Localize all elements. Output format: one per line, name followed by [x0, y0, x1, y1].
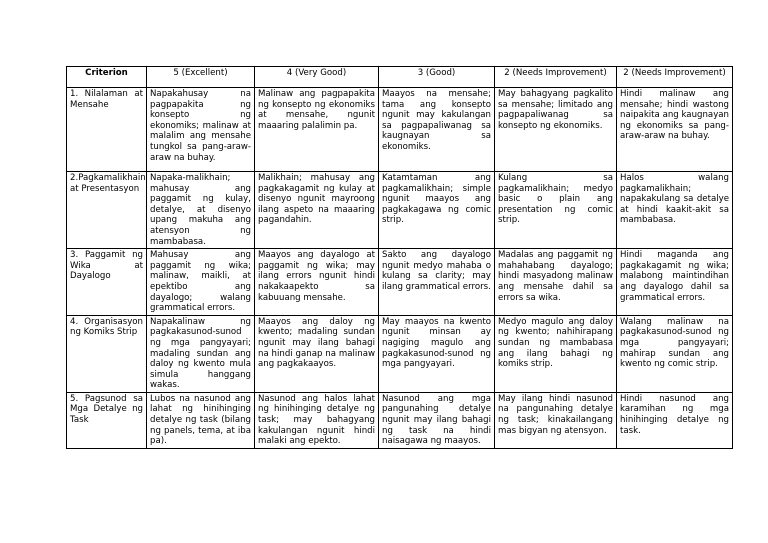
- header-row: [67, 67, 733, 88]
- rating-cell: Katamtaman ang pagkamalikhain; simple ngunit maayos ang pagkakagawa ng comic strip.: [379, 172, 495, 249]
- rating-cell: Napakahusay na pagpapakita ng konsepto ng ekonomiks; malinaw at malalim ang mensahe tungkol sa pang-araw-araw na buhay.: [147, 88, 255, 172]
- rating-cell: May ilang hindi nasunod na pangunahing detalye ng task; kinakailangang mas bigyan ng atensyon.: [495, 392, 617, 448]
- rating-cell: Lubos na nasunod ang lahat ng hinihinging detalye ng task (bilang ng panels, tema, at iba pa).: [147, 392, 255, 448]
- table-row: [67, 392, 733, 448]
- rating-cell: Sakto ang dayalogo ngunit medyo mahaba o kulang sa clarity; may ilang grammatical errors.: [379, 249, 495, 316]
- rating-cell: Kulang sa pagkamalikhain; medyo basic o plain ang presentation ng comic strip.: [495, 172, 617, 249]
- rating-cell: Maayos ang dayalogo at paggamit ng wika; may ilang errors ngunit hindi nakakaapekto sa kabuuang mensahe.: [255, 249, 379, 316]
- criterion-cell: 4. Organisasyon ng Komiks Strip: [67, 315, 147, 392]
- table-row: [67, 249, 733, 316]
- table-row: [67, 315, 733, 392]
- header-needs-improvement: 2 (Needs Improvement): [495, 67, 617, 88]
- rating-cell: May bahagyang pagkalito sa mensahe; limitado ang pagpapaliwanag sa konsepto ng ekonomiks.: [495, 88, 617, 172]
- rating-cell: Malinaw ang pagpapakita ng konsepto ng ekonomiks at mensahe, ngunit maaaring palalimin pa.: [255, 88, 379, 172]
- rating-cell: Mahusay ang paggamit ng wika; malinaw, maikli, at epektibo ang dayalogo; walang grammatical errors.: [147, 249, 255, 316]
- rating-cell: Hindi nasunod ang karamihan ng mga hinihinging detalye ng task.: [617, 392, 733, 448]
- table-row: [67, 88, 733, 172]
- rating-cell: Napakalinaw ng pagkakasunod-sunod ng mga pangyayari; madaling sundan ang daloy ng kwento mula simula hanggang wakas.: [147, 315, 255, 392]
- rating-cell: May maayos na kwento ngunit minsan ay nagiging magulo ang pagkakasunod-sunod ng mga pangyayari.: [379, 315, 495, 392]
- rating-cell: Hindi maganda ang pagkakagamit ng wika; malabong maintindihan ang dayalogo dahil sa grammatical errors.: [617, 249, 733, 316]
- rating-cell: Maayos na mensahe; tama ang konsepto ngunit may kakulangan sa pagpapaliwanag sa kaugnayan sa ekonomiks.: [379, 88, 495, 172]
- rating-cell: Napaka-malikhain; mahusay ang paggamit ng kulay, detalye, at disenyo upang makuha ang atensyon ng mambabasa.: [147, 172, 255, 249]
- header-excellent: 5 (Excellent): [147, 67, 255, 88]
- rating-cell: Malikhain; mahusay ang pagkakagamit ng kulay at disenyo ngunit mayroong ilang aspeto na maaaring pagandahin.: [255, 172, 379, 249]
- criterion-cell: 2.Pagkamalikhain at Presentasyon: [67, 172, 147, 249]
- rating-cell: Hindi malinaw ang mensahe; hindi wastong naipakita ang kaugnayan ng ekonomiks sa pang-araw-araw na buhay.: [617, 88, 733, 172]
- header-criterion: Criterion: [67, 67, 147, 88]
- rating-cell: Maayos ang daloy ng kwento; madaling sundan ngunit may ilang bahagi na hindi ganap na malinaw ang pagkakaayos.: [255, 315, 379, 392]
- rating-cell: Walang malinaw na pagkakasunod-sunod ng mga pangyayari; mahirap sundan ang kwento ng comic strip.: [617, 315, 733, 392]
- criterion-cell: 1. Nilalaman at Mensahe: [67, 88, 147, 172]
- table-row: [67, 172, 733, 249]
- criterion-cell: 5. Pagsunod sa Mga Detalye ng Task: [67, 392, 147, 448]
- rating-cell: Medyo magulo ang daloy ng kwento; nahihirapang sundan ng mambabasa ang ilang bahagi ng komiks strip.: [495, 315, 617, 392]
- criterion-cell: 3. Paggamit ng Wika at Dayalogo: [67, 249, 147, 316]
- header-good: 3 (Good): [379, 67, 495, 88]
- header-needs-improvement-2: 2 (Needs Improvement): [617, 67, 733, 88]
- header-very-good: 4 (Very Good): [255, 67, 379, 88]
- rating-cell: Nasunod ang halos lahat ng hinihinging detalye ng task; may bahagyang kakulangan ngunit hindi malaki ang epekto.: [255, 392, 379, 448]
- rating-cell: Madalas ang paggamit ng mahahabang dayalogo; hindi masyadong malinaw ang mensahe dahil sa errors sa wika.: [495, 249, 617, 316]
- rating-cell: Halos walang pagkamalikhain; napakakulang sa detalye at hindi kaakit-akit sa mambabasa.: [617, 172, 733, 249]
- rating-cell: Nasunod ang mga pangunahing detalye ngunit may ilang bahagi ng task na hindi naisagawa ng maayos.: [379, 392, 495, 448]
- rubric-table: [66, 66, 733, 449]
